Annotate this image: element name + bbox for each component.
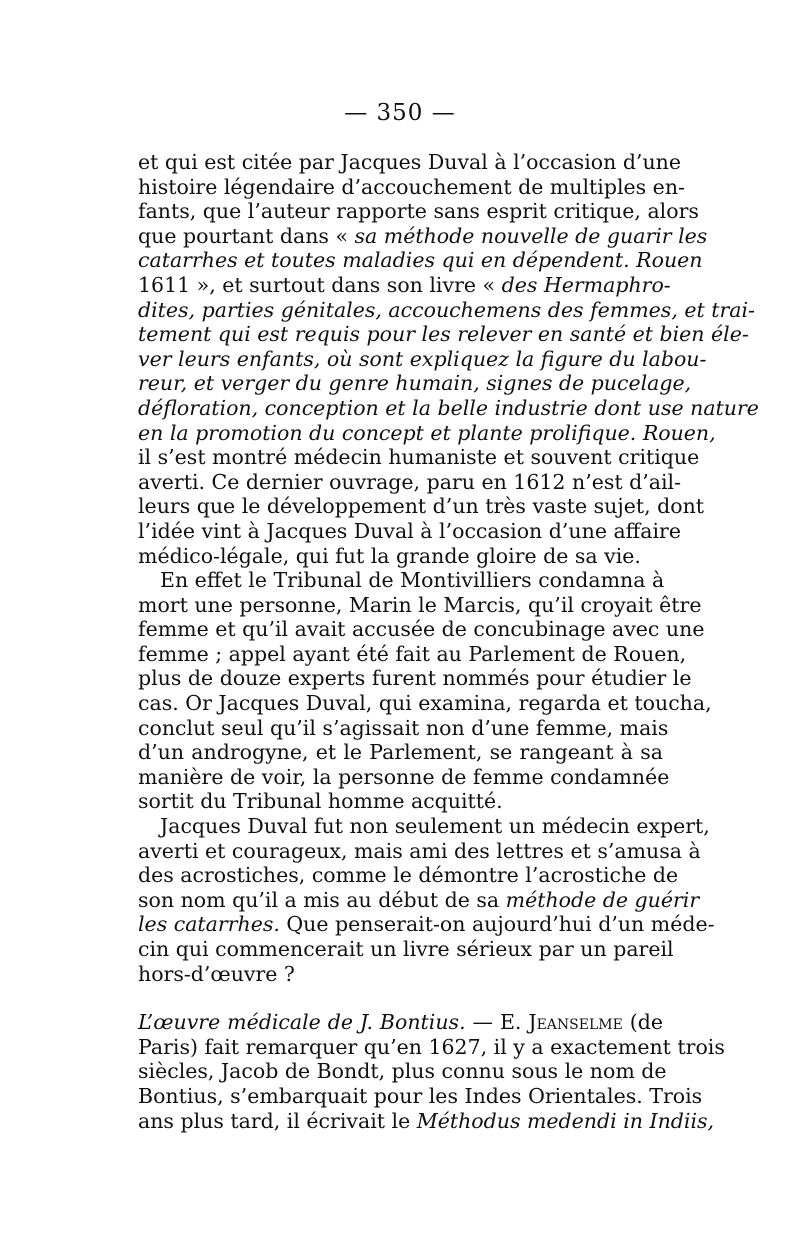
text-run: médico-légale, qui fut la grande gloire de sa vie. <box>138 543 641 568</box>
italic-text: Méthodus medendi in Indiis, <box>416 1108 715 1133</box>
text-line <box>138 1010 663 1035</box>
text-run: femme ; appel ayant été fait au Parlement de Rouen, <box>138 641 687 666</box>
italic-text: défloration, conception et la belle industrie dont use nature <box>138 395 759 420</box>
text-run: (de <box>622 1010 664 1035</box>
text-line <box>138 346 707 372</box>
text-line <box>138 838 701 864</box>
text-line <box>138 764 670 790</box>
text-run: Bontius, s’embarquait pour les Indes Orientales. Trois <box>138 1083 703 1108</box>
text-line <box>138 395 759 421</box>
text-line <box>138 789 663 814</box>
small-caps-name: Jeanselme <box>528 1010 623 1035</box>
page-body <box>138 150 759 1133</box>
text-run: Paris) fait remarquer qu’en 1627, il y a exactement trois <box>138 1034 725 1059</box>
text-run: — E. <box>465 1010 529 1035</box>
paragraph <box>138 814 715 986</box>
text-line <box>138 1108 715 1134</box>
italic-text: L’œuvre médicale de J. Bontius. <box>138 1010 466 1035</box>
text-line <box>138 150 681 175</box>
text-line <box>138 544 663 569</box>
text-run: son nom qu’il a mis au début de sa <box>138 887 506 912</box>
text-run: ans plus tard, il écrivait le <box>138 1108 417 1133</box>
text-line <box>138 666 692 691</box>
text-line <box>138 1059 667 1084</box>
text-line <box>138 814 710 839</box>
text-line <box>138 691 712 716</box>
text-line <box>138 740 663 765</box>
text-line <box>138 248 703 273</box>
text-line <box>138 445 700 470</box>
text-line <box>138 1034 725 1060</box>
italic-text: dites, parties génitales, accouchemens des femmes, et trai- <box>138 297 755 322</box>
text-run: il s’est montré médecin humaniste et souvent critique <box>138 445 700 470</box>
text-run: cas. Or Jacques Duval, qui examina, regarda et toucha, <box>138 691 712 716</box>
text-run: cin qui commencerait un livre sérieux par un pareil <box>138 937 674 961</box>
text-run: mort une personne, Marin le Marcis, qu’il croyait être <box>138 592 702 617</box>
text-run: siècles, Jacob de Bondt, plus connu sous le nom de <box>138 1059 667 1084</box>
text-run: femme et qu’il avait accusée de concubinage avec une <box>138 617 705 642</box>
italic-text: catarrhes et toutes maladies qui en dépendent. Rouen <box>138 248 703 273</box>
text-line <box>138 937 674 962</box>
text-line <box>138 322 749 347</box>
text-line <box>138 469 682 495</box>
text-line <box>138 715 669 741</box>
text-run: que pourtant dans « <box>138 223 355 248</box>
section-gap <box>138 986 663 1010</box>
text-line <box>138 518 681 544</box>
text-line <box>138 494 705 519</box>
text-line <box>138 617 705 642</box>
text-run: manière de voir, la personne de femme condamnée <box>138 764 670 789</box>
text-line <box>138 272 671 298</box>
text-line <box>138 297 755 323</box>
text-run: averti. Ce dernier ouvrage, paru en 1612 n’est d’ail- <box>138 469 682 494</box>
text-run: et qui est citée par Jacques Duval à l’occasion d’une <box>138 150 681 174</box>
text-run: d’un androgyne, et le Parlement, se rangeant à sa <box>138 740 663 765</box>
text-line <box>138 592 702 618</box>
text-run: des acrostiches, comme le démontre l’acrostiche de <box>138 863 679 888</box>
text-line <box>138 912 715 937</box>
page-number: — 350 — <box>344 100 456 126</box>
text-line <box>138 887 700 913</box>
text-run: l’idée vint à Jacques Duval à l’occasion d’une affaire <box>138 518 681 543</box>
text-run: leurs que le développement d’un très vaste sujet, dont <box>138 494 705 519</box>
text-run: sortit du Tribunal homme acquitté. <box>138 789 503 814</box>
text-line <box>138 1083 703 1109</box>
text-line <box>138 371 692 396</box>
text-run: plus de douze experts furent nommés pour étudier le <box>138 666 692 691</box>
italic-text: méthode de guérir <box>505 887 700 912</box>
text-line <box>138 199 699 224</box>
text-run: En effet le Tribunal de Montivilliers condamna à <box>160 568 665 593</box>
text-run: 1611 », et surtout dans son livre « <box>138 272 502 297</box>
italic-text: les catarrhes. <box>138 912 280 937</box>
text-run: histoire légendaire d’accouchement de multiples en- <box>138 174 685 199</box>
text-line <box>138 223 708 249</box>
text-line <box>138 568 663 593</box>
text-run: hors-d’œuvre ? <box>138 961 295 986</box>
text-run: averti et courageux, mais ami des lettres et s’amusa à <box>138 838 701 863</box>
italic-text: tement qui est requis pour les relever en santé et bien éle- <box>138 322 749 347</box>
italic-text: des Hermaphro- <box>501 272 671 297</box>
paragraph <box>138 568 712 814</box>
italic-text: reur, et verger du genre humain, signes de pucelage, <box>138 371 692 396</box>
italic-text: ver leurs enfants, où sont expliquez la figure du labou- <box>138 346 707 371</box>
text-run: conclut seul qu’il s’agissait non d’une femme, mais <box>138 715 669 740</box>
text-run: Jacques Duval fut non seulement un médecin expert, <box>160 814 710 839</box>
text-line <box>138 420 716 446</box>
text-line <box>138 863 679 888</box>
text-line <box>138 641 687 667</box>
italic-text: en la promotion du concept et plante prolifique. Rouen, <box>138 420 716 445</box>
paragraph <box>138 150 759 568</box>
text-line <box>138 962 663 987</box>
text-line <box>138 174 685 200</box>
paragraph <box>138 1010 725 1133</box>
italic-text: sa méthode nouvelle de guarir les <box>354 223 708 248</box>
text-run: Que penserait-on aujourd’hui d’un méde- <box>279 912 715 937</box>
text-run: fants, que l’auteur rapporte sans esprit critique, alors <box>138 199 699 224</box>
